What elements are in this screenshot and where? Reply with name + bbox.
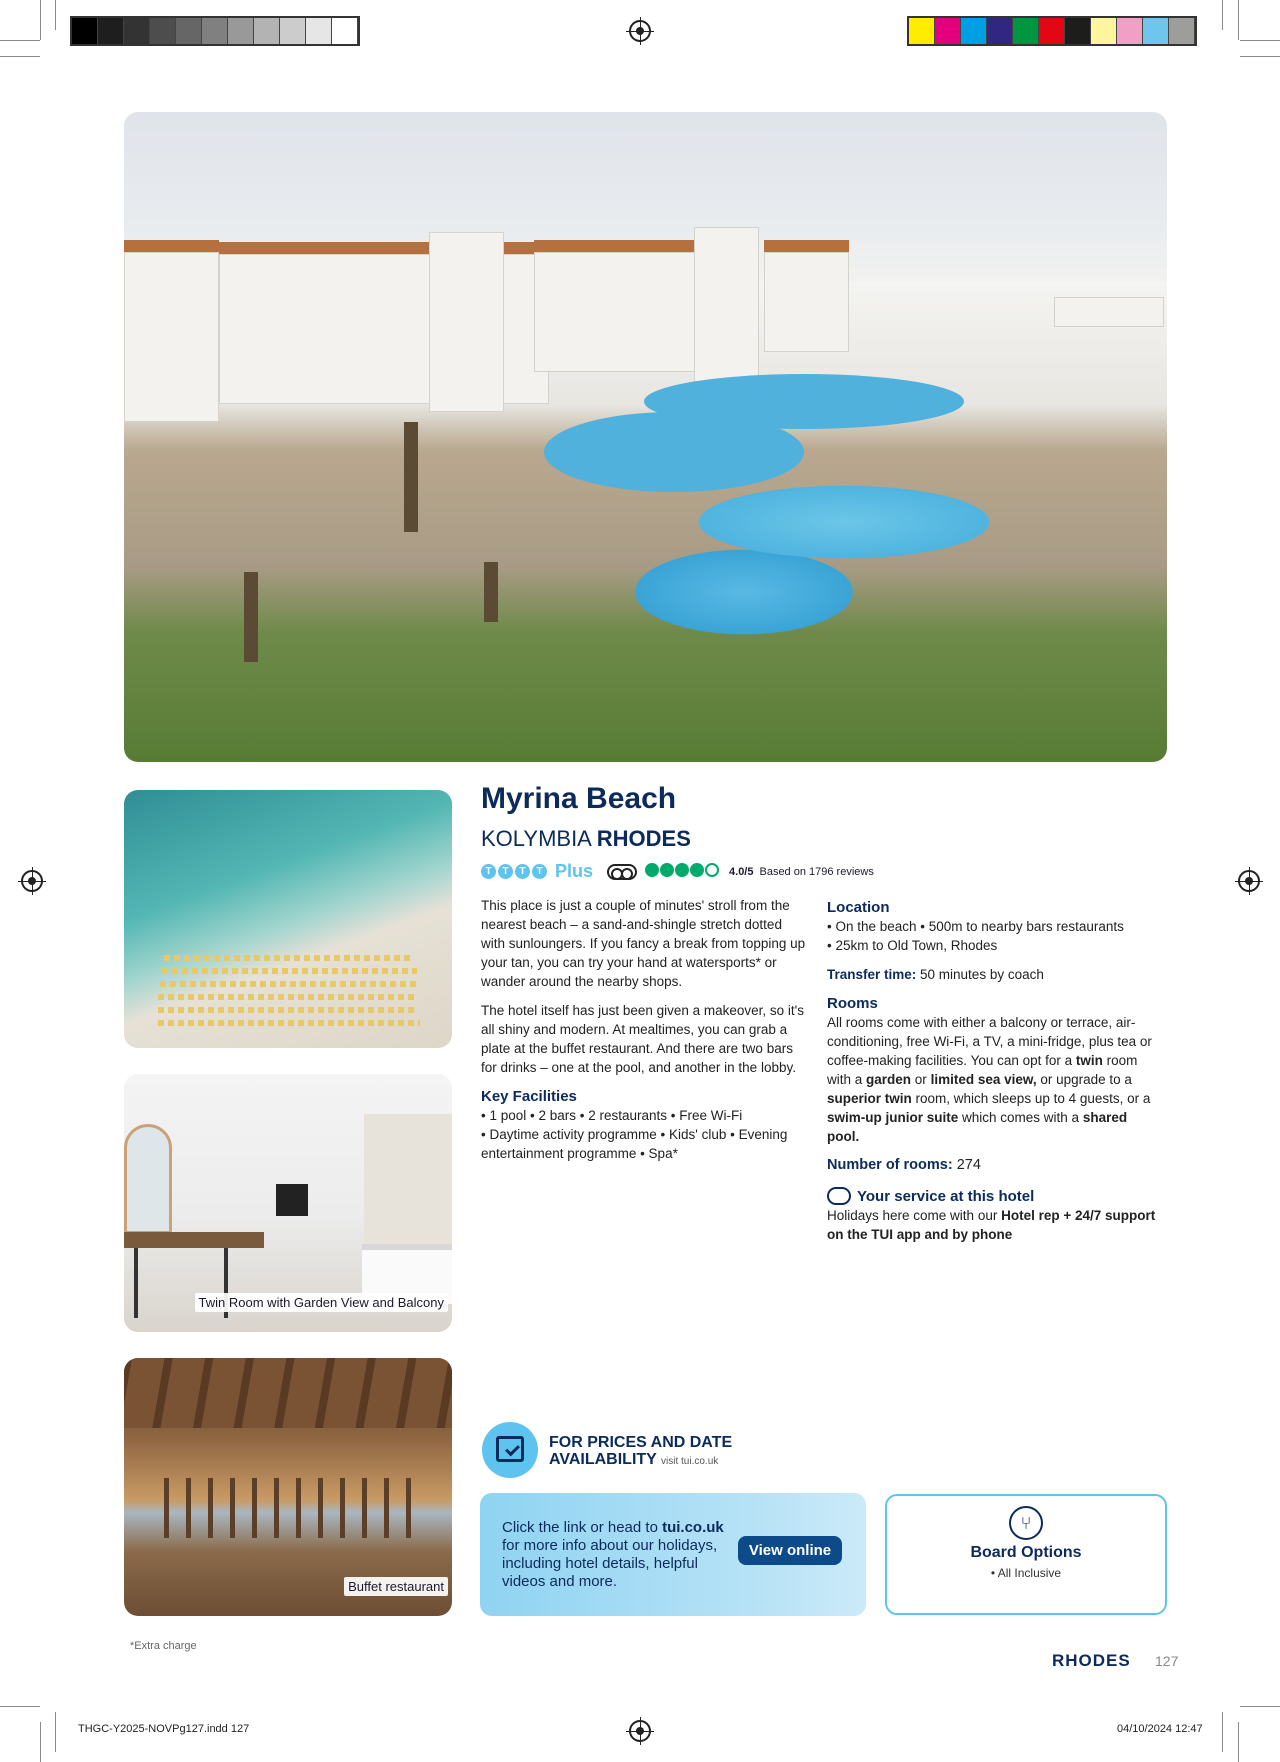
- photo-caption-room: Twin Room with Garden View and Balcony: [195, 1293, 448, 1312]
- page-number: 127: [1155, 1653, 1179, 1669]
- crop-mark: [1240, 40, 1280, 41]
- color-swatch: [1039, 18, 1065, 44]
- tripadvisor-score: 4.0/5: [729, 865, 754, 878]
- tui-t-icon: T: [481, 864, 496, 879]
- facilities-heading: Key Facilities: [481, 1088, 577, 1105]
- grey-swatch: [98, 18, 124, 44]
- color-swatch: [909, 18, 935, 44]
- color-swatch: [935, 18, 961, 44]
- tui-t-icon: T: [532, 864, 547, 879]
- rooms-count-label: Number of rooms:: [827, 1157, 953, 1173]
- crop-mark: [1222, 0, 1223, 30]
- grey-swatch: [228, 18, 254, 44]
- grey-swatch: [72, 18, 98, 44]
- color-swatch: [1065, 18, 1091, 44]
- color-swatch: [1169, 18, 1195, 44]
- rooms-count-value: 274: [952, 1157, 981, 1173]
- transfer-time: [827, 965, 1162, 984]
- crop-mark: [55, 1712, 56, 1752]
- hero-pool-photo: [124, 112, 1167, 762]
- grey-swatch: [280, 18, 306, 44]
- description-column: [481, 896, 807, 1163]
- buffet-restaurant-photo: [124, 1358, 452, 1616]
- visit-url-text: visit tui.co.uk: [661, 1456, 719, 1467]
- grey-swatch: [202, 18, 228, 44]
- color-swatch: [961, 18, 987, 44]
- rating-bubble-icon: [645, 863, 659, 877]
- registration-mark: [1238, 870, 1260, 892]
- color-swatch: [1143, 18, 1169, 44]
- slug-date-time: 04/10/2024 12:47: [1117, 1723, 1203, 1735]
- facilities-line: • Daytime activity programme • Kids' club • Evening entertainment programme • Spa*: [481, 1127, 788, 1161]
- board-options-title: Board Options: [970, 1544, 1082, 1561]
- calendar-check-icon: [482, 1422, 538, 1478]
- tui-link[interactable]: tui.co.uk: [662, 1519, 724, 1536]
- facilities-line: • 1 pool • 2 bars • 2 restaurants • Free Wi-Fi: [481, 1108, 743, 1123]
- transfer-label: Transfer time:: [827, 967, 917, 982]
- service-people-icon: [827, 1187, 851, 1205]
- process-color-bar: [907, 16, 1197, 46]
- crop-mark: [40, 0, 41, 40]
- rooms-description: All rooms come with either a balcony or terrace, air-conditioning, free Wi-Fi, a TV, a mini-fridge, plus tea or coffee-making facilities. You can opt for a twin room with a garden or limited sea view, or upgrade to a superior twin room, which sleeps up to 4 guests, or a swim-up junior suite which comes with a shared pool.: [827, 1015, 1152, 1144]
- rooms-heading: Rooms: [827, 995, 878, 1012]
- twin-room-photo: [124, 1074, 452, 1332]
- crop-mark: [1238, 0, 1239, 40]
- slug-file-name: THGC-Y2025-NOVPg127.indd 127: [78, 1723, 250, 1735]
- color-swatch: [987, 18, 1013, 44]
- grey-swatch: [124, 18, 150, 44]
- registration-mark: [629, 20, 651, 42]
- registration-mark: [21, 870, 43, 892]
- color-swatch: [1013, 18, 1039, 44]
- photo-caption-restaurant: Buffet restaurant: [344, 1577, 448, 1596]
- description-paragraph: This place is just a couple of minutes' stroll from the nearest beach – a sand-and-shingle stretch dotted with sunloungers. If you fancy a break from topping up your tan, you can try your hand at watersports* or wander around the nearby shops.: [481, 898, 806, 989]
- tui-t-icon: T: [515, 864, 530, 879]
- rating-row: [481, 861, 874, 882]
- service-text: Holidays here come with our Hotel rep + 24/7 support on the TUI app and by phone: [827, 1208, 1156, 1242]
- hotel-location: [481, 826, 691, 852]
- beach-aerial-photo: [124, 790, 452, 1048]
- location-heading: Location: [827, 899, 890, 916]
- service-heading-row: [827, 1185, 1162, 1206]
- tripadvisor-bubbles: [645, 863, 720, 880]
- region-name: RHODES: [596, 826, 691, 851]
- grey-swatch: [306, 18, 332, 44]
- extra-charge-footnote: *Extra charge: [130, 1640, 197, 1652]
- prices-availability-title: FOR PRICES AND DATE AVAILABILITY visit tui.co.uk: [549, 1434, 733, 1468]
- crop-mark: [0, 40, 40, 41]
- tui-rating-icons: [481, 864, 549, 879]
- grey-swatch: [254, 18, 280, 44]
- hotel-name: Myrina Beach: [481, 782, 677, 815]
- grey-swatch: [176, 18, 202, 44]
- tripadvisor-owl-icon: [607, 864, 637, 880]
- grey-swatch: [150, 18, 176, 44]
- crop-mark: [55, 0, 56, 30]
- more-info-text: Click the link or head to tui.co.uk for more info about our holidays, including hotel details, helpful videos and more.: [502, 1519, 724, 1590]
- rating-bubble-icon: [660, 863, 674, 877]
- location-line: • On the beach • 500m to nearby bars restaurants: [827, 919, 1124, 934]
- crop-mark: [1240, 56, 1280, 57]
- crop-mark: [1222, 1712, 1223, 1752]
- view-online-button[interactable]: View online: [738, 1536, 842, 1565]
- rating-bubble-icon: [675, 863, 689, 877]
- grey-color-bar: [70, 16, 360, 46]
- service-heading: Your service at this hotel: [857, 1188, 1035, 1205]
- color-swatch: [1117, 18, 1143, 44]
- details-column: [827, 896, 1162, 1244]
- crop-mark: [0, 56, 40, 57]
- transfer-value: 50 minutes by coach: [916, 967, 1044, 982]
- crop-mark: [40, 1722, 41, 1762]
- board-option-item: • All Inclusive: [990, 1566, 1062, 1580]
- location-line: • 25km to Old Town, Rhodes: [827, 938, 998, 953]
- footer-region: RHODES: [1052, 1651, 1131, 1670]
- grey-swatch: [332, 18, 358, 44]
- crop-mark: [0, 1706, 40, 1707]
- rating-bubble-icon: [705, 863, 719, 877]
- cutlery-icon: ⑂: [1009, 1506, 1043, 1540]
- rooms-count: [827, 1156, 1162, 1175]
- more-info-panel: [480, 1493, 866, 1616]
- tui-rating-label: Plus: [555, 861, 594, 881]
- crop-mark: [1240, 1706, 1280, 1707]
- tui-t-icon: T: [498, 864, 513, 879]
- board-options-panel: [885, 1494, 1167, 1615]
- tripadvisor-reviews: Based on 1796 reviews: [759, 865, 874, 878]
- rating-bubble-icon: [690, 863, 704, 877]
- color-swatch: [1091, 18, 1117, 44]
- registration-mark: [629, 1720, 651, 1742]
- description-paragraph: The hotel itself has just been given a makeover, so it's all shiny and modern. At mealtimes, you can grab a plate at the buffet restaurant. And there are two bars for drinks – one at the pool, and another in the lobby.: [481, 1003, 805, 1075]
- crop-mark: [1238, 1722, 1239, 1762]
- resort-name: KOLYMBIA: [481, 826, 591, 851]
